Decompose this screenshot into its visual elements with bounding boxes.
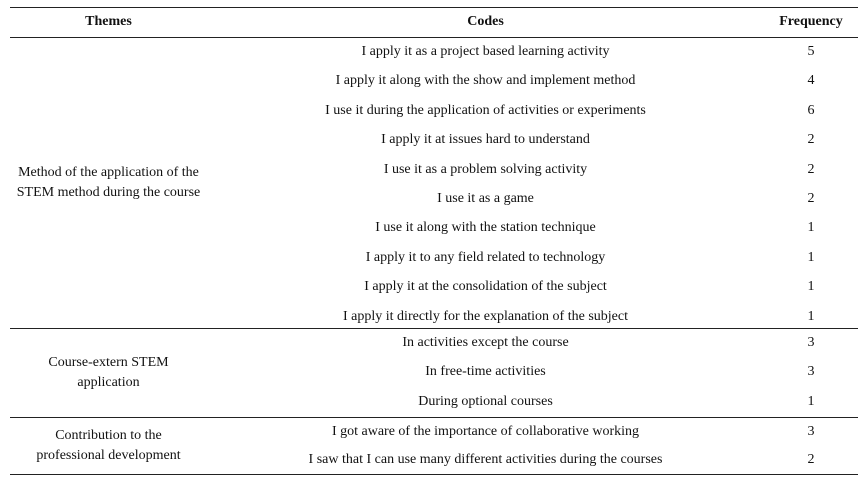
theme-label: Contribution to the professional development bbox=[36, 428, 181, 463]
theme-cell bbox=[10, 418, 207, 474]
frequency-cell: 2 bbox=[807, 452, 815, 467]
theme-cell bbox=[10, 38, 207, 328]
code-rows bbox=[207, 418, 858, 474]
table-row bbox=[207, 446, 858, 474]
table-row bbox=[207, 214, 858, 243]
table-row bbox=[207, 388, 858, 417]
code-cell: In activities except the course bbox=[402, 335, 569, 350]
frequency-cell: 3 bbox=[807, 424, 815, 439]
theme-group-course-extern bbox=[10, 329, 858, 418]
header-frequency: Frequency bbox=[779, 14, 843, 29]
code-cell: I apply it directly for the explanation of the subject bbox=[343, 308, 628, 324]
frequency-cell: 3 bbox=[807, 335, 815, 350]
table-header bbox=[10, 7, 858, 38]
code-cell: I saw that I can use many different activities during the courses bbox=[308, 452, 663, 467]
table-row bbox=[207, 273, 858, 302]
theme-label: Course-extern STEM application bbox=[48, 355, 169, 390]
table-row bbox=[207, 303, 858, 332]
table-row bbox=[207, 244, 858, 273]
theme-group-professional-development bbox=[10, 418, 858, 475]
table-row bbox=[207, 156, 858, 185]
frequency-cell: 6 bbox=[807, 102, 815, 118]
table-row bbox=[207, 38, 858, 67]
table-row bbox=[207, 185, 858, 214]
table-row bbox=[207, 67, 858, 96]
frequency-cell: 1 bbox=[807, 220, 815, 236]
theme-group-application-method bbox=[10, 38, 858, 329]
code-cell: I use it as a game bbox=[437, 190, 534, 206]
code-cell: I got aware of the importance of collaborative working bbox=[331, 424, 640, 439]
table-row bbox=[207, 97, 858, 126]
frequency-cell: 3 bbox=[807, 364, 815, 380]
header-codes: Codes bbox=[467, 14, 504, 29]
code-rows bbox=[207, 329, 858, 417]
table-row bbox=[207, 329, 858, 358]
theme-cell bbox=[10, 329, 207, 417]
code-cell: I use it along with the station technique bbox=[375, 220, 596, 236]
frequency-cell: 5 bbox=[807, 44, 815, 59]
frequency-cell: 2 bbox=[807, 132, 815, 148]
code-cell: During optional courses bbox=[418, 393, 553, 409]
code-cell: I use it as a problem solving activity bbox=[383, 161, 588, 177]
code-cell: I apply it as a project based learning activity bbox=[361, 44, 610, 59]
frequency-cell: 4 bbox=[807, 73, 815, 89]
code-cell: I use it during the application of activities or experiments bbox=[325, 102, 646, 118]
code-cell: I apply it along with the show and implement method bbox=[335, 73, 636, 89]
frequency-cell: 1 bbox=[807, 393, 815, 409]
code-rows bbox=[207, 38, 858, 328]
code-cell: I apply it to any field related to technology bbox=[365, 249, 606, 265]
table-row bbox=[207, 358, 858, 387]
frequency-cell: 1 bbox=[807, 249, 815, 265]
frequency-cell: 1 bbox=[807, 279, 815, 295]
frequency-cell: 1 bbox=[807, 308, 815, 324]
frequency-cell: 2 bbox=[807, 190, 815, 206]
code-cell: I apply it at the consolidation of the subject bbox=[364, 279, 607, 295]
table-row bbox=[207, 126, 858, 155]
theme-label: Method of the application of the STEM method during the course bbox=[16, 165, 201, 200]
header-themes: Themes bbox=[85, 14, 132, 29]
table-row bbox=[207, 418, 858, 446]
code-cell: In free-time activities bbox=[425, 364, 546, 380]
code-cell: I apply it at issues hard to understand bbox=[381, 132, 590, 148]
frequency-cell: 2 bbox=[807, 161, 815, 177]
